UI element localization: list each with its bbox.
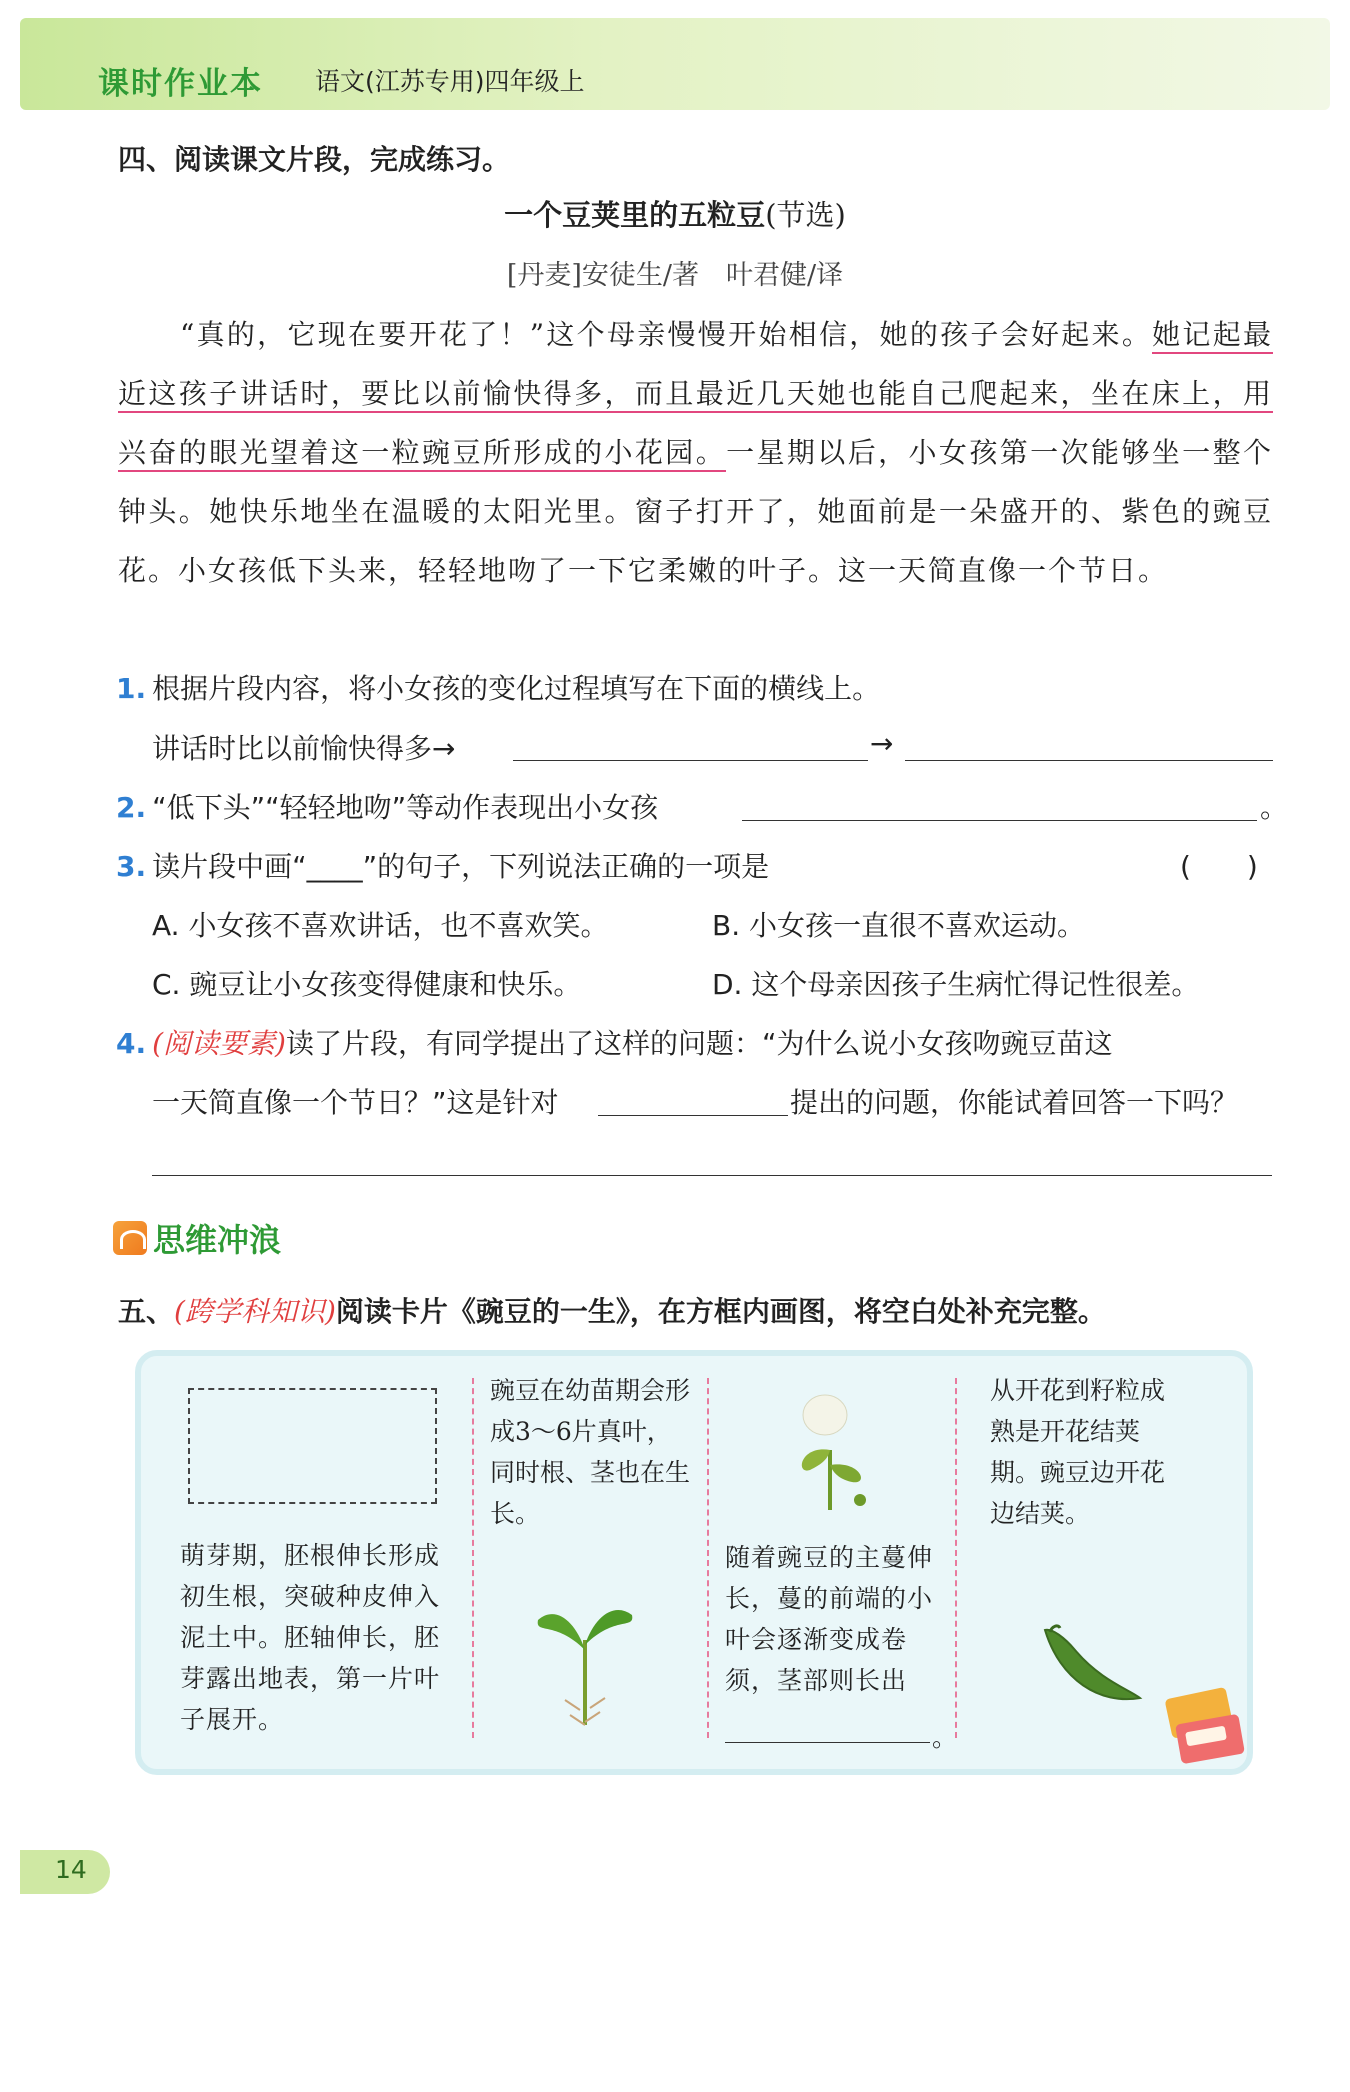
section5-title bbox=[118, 1290, 1106, 1330]
card-col-vine bbox=[725, 1537, 940, 1912]
passage-title-text: 一个豆荚里的五粒豆 bbox=[504, 198, 766, 232]
answer-line-1a[interactable] bbox=[513, 760, 868, 761]
seedling-illustration bbox=[530, 1590, 640, 1730]
question-4-text2b: 提出的问题，你能试着回答一下吗？ bbox=[790, 1086, 1239, 1119]
option-c[interactable]: C. 豌豆让小女孩变得健康和快乐。 bbox=[152, 968, 582, 1001]
question-1-text: 根据片段内容，将小女孩的变化过程填写在下面的横线上。 bbox=[152, 672, 881, 705]
pea-pod-illustration bbox=[1040, 1620, 1150, 1710]
question-4 bbox=[116, 1022, 1113, 1062]
question-3-number: 3. bbox=[116, 850, 147, 883]
passage-underlined: 她记起最近这孩子讲话时，要比以前愉快得多，而且最近几天她也能自己爬起来，坐在床上，用兴奋的眼光望着这一粒豌豆所形成的小花园。 bbox=[118, 318, 1273, 472]
books-icon bbox=[1160, 1685, 1252, 1770]
answer-line-2[interactable] bbox=[742, 820, 1257, 821]
option-b[interactable]: B. 小女孩一直很不喜欢运动。 bbox=[712, 909, 1086, 942]
passage-title bbox=[0, 193, 1350, 234]
card-col-vine-end: 。 bbox=[932, 1723, 958, 1752]
section5-tag: (跨学科知识) bbox=[174, 1295, 336, 1328]
card-col-flowering: 从开花到籽粒成熟是开花结荚期。豌豆边开花边结荚。 bbox=[990, 1376, 1166, 1528]
question-2-end: 。 bbox=[1260, 791, 1289, 824]
passage-text bbox=[118, 305, 1273, 600]
answer-line-5[interactable] bbox=[725, 1742, 930, 1743]
question-3-text: 读片段中画“____”的句子，下列说法正确的一项是 bbox=[152, 850, 770, 883]
answer-paren[interactable]: ( ) bbox=[1180, 850, 1258, 883]
question-2-number: 2. bbox=[116, 791, 147, 824]
page-number: 14 bbox=[55, 1855, 87, 1884]
question-3 bbox=[116, 845, 769, 885]
question-1-number: 1. bbox=[116, 672, 147, 705]
subject-label: 语文(江苏专用)四年级上 bbox=[315, 67, 585, 96]
question-4-tag: (阅读要素) bbox=[152, 1027, 286, 1060]
answer-line-4a[interactable] bbox=[598, 1115, 788, 1116]
option-d[interactable]: D. 这个母亲因孩子生病忙得记性很差。 bbox=[712, 968, 1200, 1001]
wave-icon bbox=[113, 1221, 147, 1255]
question-1 bbox=[116, 667, 880, 707]
option-a[interactable]: A. 小女孩不喜欢讲话，也不喜欢笑。 bbox=[152, 909, 609, 942]
card-divider-2 bbox=[707, 1378, 709, 1738]
brand-title: 课时作业本 bbox=[98, 66, 263, 102]
section4-title: 四、阅读课文片段，完成练习。 bbox=[118, 143, 511, 176]
card-divider-1 bbox=[472, 1378, 474, 1738]
question-2-text: “低下头”“轻轻地吻”等动作表现出小女孩 bbox=[152, 791, 659, 824]
card-col-seedling: 豌豆在幼苗期会形成3～6片真叶，同时根、茎也在生长。 bbox=[490, 1376, 691, 1528]
passage-author: [丹麦]安徒生/著 叶君健/译 bbox=[506, 260, 844, 291]
card-divider-3 bbox=[955, 1378, 957, 1738]
passage-title-note: (节选) bbox=[765, 198, 846, 232]
passage-part1: “真的，它现在要开花了！”这个母亲慢慢开始相信，她的孩子会好起来。 bbox=[180, 318, 1153, 351]
pea-flower-illustration bbox=[780, 1390, 880, 1515]
passage-part2: 一星期以后，小女孩第一次能够坐一整个钟头。她快乐地坐在温暖的太阳光里。窗子打开了，她面前是一朵盛开的、紫色的豌豆花。小女孩低下头来，轻轻地吻了一下它柔嫩的叶子。这一天简直像一个节日。 bbox=[118, 436, 1273, 587]
question-4-text2a: 一天简直像一个节日？”这是针对 bbox=[152, 1086, 559, 1119]
thinking-section-header bbox=[113, 1215, 281, 1261]
question-1-arrow: → bbox=[870, 727, 894, 760]
answer-line-4b[interactable] bbox=[152, 1175, 1272, 1176]
thinking-section-title: 思维冲浪 bbox=[153, 1221, 282, 1259]
drawing-box[interactable] bbox=[188, 1388, 437, 1504]
answer-line-1b[interactable] bbox=[905, 760, 1273, 761]
section5-title-text: 阅读卡片《豌豆的一生》，在方框内画图，将空白处补充完整。 bbox=[335, 1295, 1106, 1328]
section5-prefix: 五、 bbox=[118, 1295, 175, 1328]
question-1-prompt: 讲话时比以前愉快得多→ bbox=[152, 732, 456, 765]
question-2 bbox=[116, 786, 658, 826]
question-4-number: 4. bbox=[116, 1027, 147, 1060]
card-col-vine-text: 随着豌豆的主蔓伸长，蔓的前端的小叶会逐渐变成卷须，茎部则长出 bbox=[725, 1543, 934, 1695]
card-col-sprouting: 萌芽期，胚根伸长形成初生根，突破种皮伸入泥土中。胚轴伸长，胚芽露出地表，第一片叶子展开。 bbox=[180, 1541, 441, 1734]
question-4-text1: 读了片段，有同学提出了这样的问题：“为什么说小女孩吻豌豆苗这 bbox=[285, 1027, 1113, 1060]
